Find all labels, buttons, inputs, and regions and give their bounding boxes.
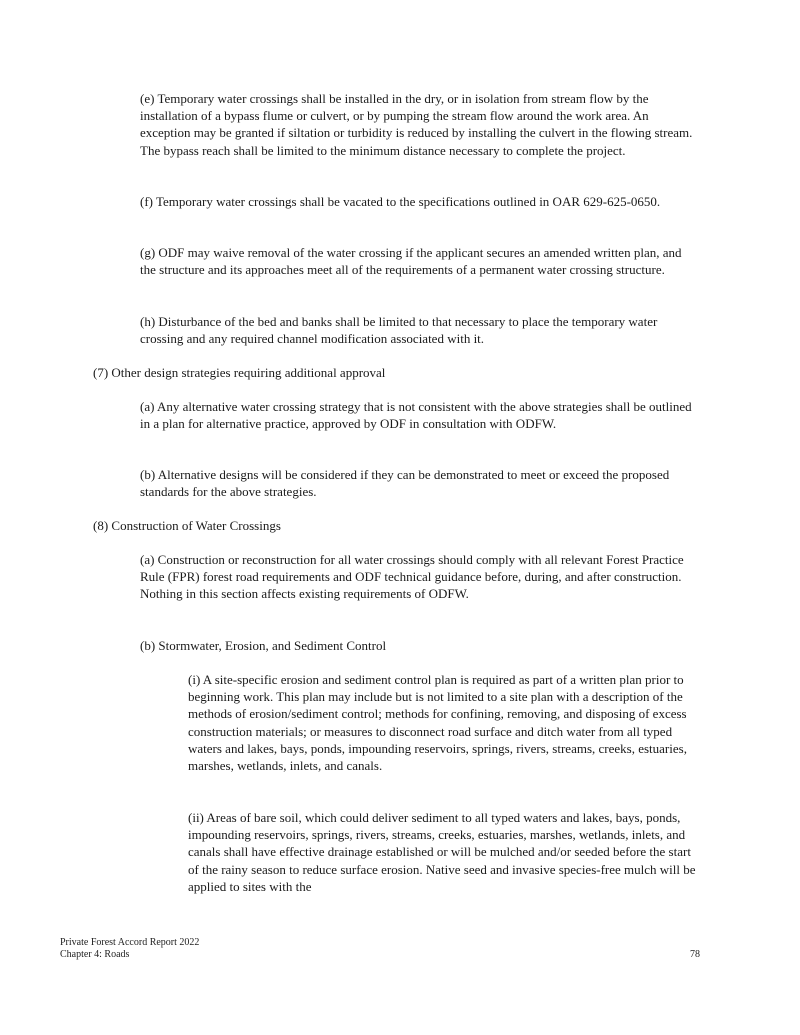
paragraph-8b-i: (i) A site-specific erosion and sediment control plan is required as part of a written plan prior to beginning work. This plan may include but is not limited to a site plan with a description of the methods of erosion/sediment control; methods for confining, removing, and disposing of excess construction materials; or measures to disconnect road surface and ditch water from all typed waters and lakes, bays, ponds, impounding reservoirs, springs, rivers, streams, creeks, estuaries, marshes, wetlands, inlets, and canals. (188, 672, 687, 774)
paragraph-6f: (f) Temporary water crossings shall be vacated to the specifications outlined in OAR 629-625-0650. (140, 194, 661, 209)
paragraph-8a: (a) Construction or reconstruction for all water crossings should comply with all relevant Forest Practice Rule (FPR) forest road requirements and ODF technical guidance before, during, and after construction. Nothing in this section affects existing requirements of ODFW. (140, 552, 684, 602)
paragraph-6h: (h) Disturbance of the bed and banks shall be limited to that necessary to place the temporary water crossing and any required channel modification associated with it. (140, 314, 658, 347)
paragraph-7a: (a) Any alternative water crossing strategy that is not consistent with the above strategies shall be outlined in a plan for alternative practice, approved by ODF in consultation with ODFW. (140, 399, 692, 432)
section-7-heading: (7) Other design strategies requiring additional approval (93, 365, 386, 380)
paragraph-7b: (b) Alternative designs will be considered if they can be demonstrated to meet or exceed the proposed standards for the above strategies. (140, 467, 670, 500)
paragraph-6g: (g) ODF may waive removal of the water crossing if the applicant secures an amended written plan, and the structure and its approaches meet all of the requirements of a permanent water crossing structure. (140, 245, 682, 278)
paragraph-8b-heading: (b) Stormwater, Erosion, and Sediment Control (140, 638, 387, 653)
footer-report-title: Private Forest Accord Report 2022 (60, 937, 200, 948)
page-number: 78 (690, 949, 700, 960)
page-footer-left (60, 937, 199, 961)
footer-chapter: Chapter 4: Roads (60, 949, 130, 960)
paragraph-8b-ii: (ii) Areas of bare soil, which could deliver sediment to all typed waters and lakes, bays, ponds, impounding reservoirs, springs, rivers, streams, creeks, estuaries, marshes, wetlands, inlets, and canals shall have effective drainage established or will be mulched and/or seeded before the start of the rainy season to reduce surface erosion. Native seed and invasive species-free mulch will be applied to sites with the (188, 810, 696, 894)
paragraph-6e: (e) Temporary water crossings shall be installed in the dry, or in isolation from stream flow by the installation of a bypass flume or culvert, or by pumping the stream flow around the work area. An exception may be granted if siltation or turbidity is reduced by installing the culvert in the flowing stream. The bypass reach shall be limited to the minimum distance necessary to complete the project. (140, 91, 693, 158)
section-8-heading: (8) Construction of Water Crossings (93, 518, 281, 533)
